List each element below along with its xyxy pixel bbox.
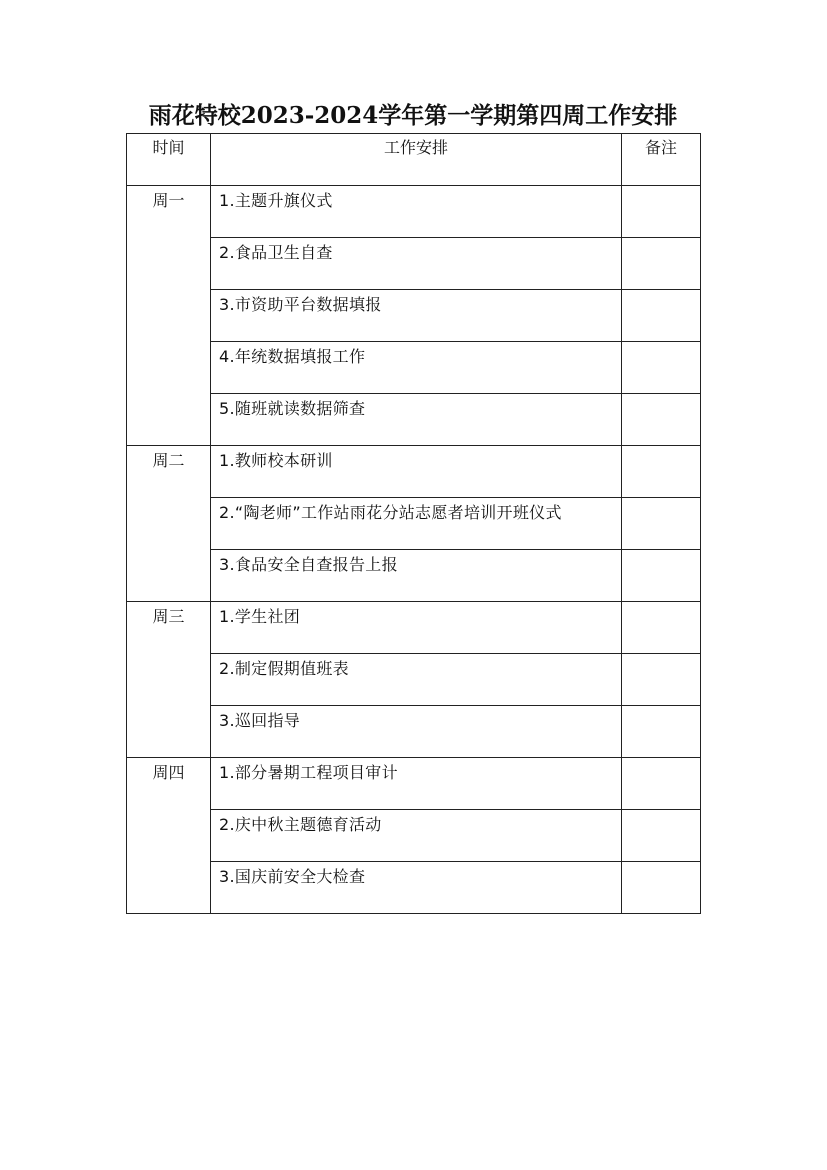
note-cell <box>622 602 701 654</box>
table-body <box>127 186 701 914</box>
table-row <box>127 238 701 290</box>
note-cell <box>622 238 701 290</box>
table-row <box>127 758 701 810</box>
table-row <box>127 446 701 498</box>
table-row <box>127 602 701 654</box>
note-cell <box>622 810 701 862</box>
note-cell <box>622 550 701 602</box>
note-cell <box>622 446 701 498</box>
table-row <box>127 706 701 758</box>
task-cell: 2.食品卫生自查 <box>211 238 622 290</box>
note-cell <box>622 394 701 446</box>
table-row <box>127 186 701 238</box>
table-row <box>127 550 701 602</box>
note-cell <box>622 186 701 238</box>
day-cell-wednesday: 周三 <box>127 602 211 758</box>
task-cell: 1.部分暑期工程项目审计 <box>211 758 622 810</box>
note-cell <box>622 290 701 342</box>
table-row <box>127 290 701 342</box>
table-header <box>127 134 701 186</box>
table-row <box>127 342 701 394</box>
task-cell: 5.随班就读数据筛查 <box>211 394 622 446</box>
note-cell <box>622 862 701 914</box>
note-cell <box>622 342 701 394</box>
note-cell <box>622 758 701 810</box>
task-cell: 3.食品安全自查报告上报 <box>211 550 622 602</box>
task-cell: 1.教师校本研训 <box>211 446 622 498</box>
table-row <box>127 862 701 914</box>
header-note: 备注 <box>622 134 701 186</box>
task-cell: 3.国庆前安全大检查 <box>211 862 622 914</box>
task-cell: 3.巡回指导 <box>211 706 622 758</box>
task-cell: 2.“陶老师”工作站雨花分站志愿者培训开班仪式 <box>211 498 622 550</box>
day-cell-monday: 周一 <box>127 186 211 446</box>
day-cell-thursday: 周四 <box>127 758 211 914</box>
header-time: 时间 <box>127 134 211 186</box>
table-row <box>127 498 701 550</box>
note-cell <box>622 706 701 758</box>
task-cell: 2.庆中秋主题德育活动 <box>211 810 622 862</box>
task-cell: 1.学生社团 <box>211 602 622 654</box>
schedule-table <box>126 133 701 914</box>
page-title: 雨花特校2023-2024学年第一学期第四周工作安排 <box>148 102 678 129</box>
task-cell: 2.制定假期值班表 <box>211 654 622 706</box>
note-cell <box>622 654 701 706</box>
table-row <box>127 810 701 862</box>
table-row <box>127 654 701 706</box>
note-cell <box>622 498 701 550</box>
header-row <box>127 134 701 186</box>
task-cell: 3.市资助平台数据填报 <box>211 290 622 342</box>
table-row <box>127 394 701 446</box>
task-cell: 4.年统数据填报工作 <box>211 342 622 394</box>
header-task: 工作安排 <box>211 134 622 186</box>
day-cell-tuesday: 周二 <box>127 446 211 602</box>
task-cell: 1.主题升旗仪式 <box>211 186 622 238</box>
